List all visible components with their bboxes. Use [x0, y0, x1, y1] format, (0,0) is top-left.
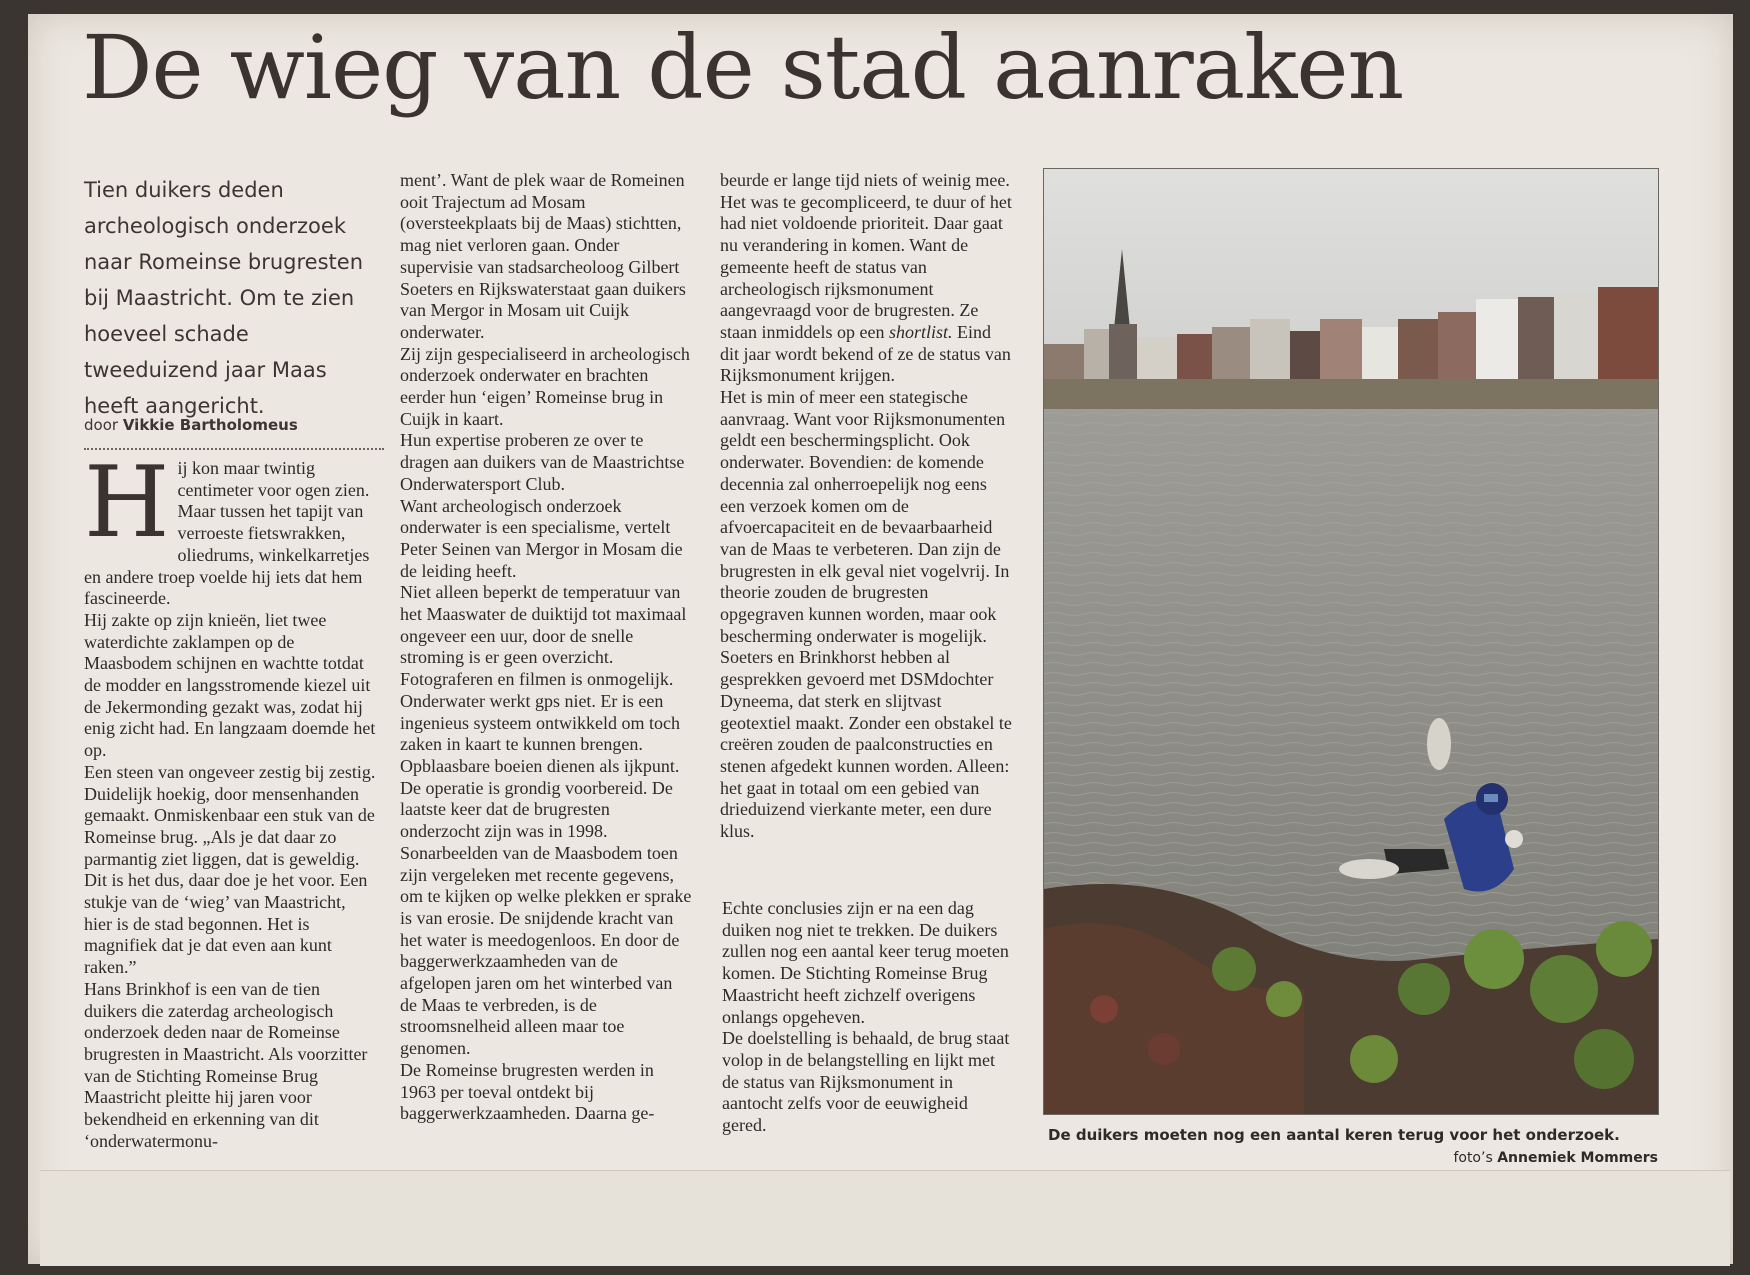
- paragraph: [720, 170, 1012, 387]
- article-column-1: [84, 446, 376, 1153]
- article-photo: [1043, 168, 1659, 1115]
- paragraph: Soeters en Brinkhorst hebben al gesprekken gevoerd met DSMdochter Dyneema, dat sterk en slijtvast geotextiel maakt. Zonder een obstakel te creëren zouden de paalconstructies en stenen afgedekt kunnen worden. Alleen: het gaat in totaal om een gebied van drieduizend vierkante meter, een dure klus.: [720, 647, 1012, 842]
- byline-prefix: door: [84, 416, 119, 434]
- paragraph: De Romeinse brugresten werden in 1963 per toeval ontdekt bij baggerwerkzaamheden. Daarna ge-: [400, 1059, 655, 1124]
- paragraph: Niet alleen beperkt de temperatuur van het Maaswater de duiktijd tot maximaal ongeveer een uur, door de snelle stroming is er geen overzicht.: [400, 582, 687, 668]
- underlying-page-edge: [40, 1170, 1730, 1266]
- paragraph: De doelstelling is behaald, de brug staat volop in de belangstelling en lijkt met de status van Rijksmonument in aantocht zelfs voor de eeuwigheid gered.: [722, 1028, 1010, 1136]
- article-headline: De wieg van de stad aanraken: [82, 16, 1404, 119]
- paragraph: ment’. Want de plek waar de Romeinen ooit Trajectum ad Mosam (oversteekplaats bij de Maas) stichtten, mag niet verloren gaan. Onder supervisie van stadsarcheoloog Gilbert Soeters en Rijkswaterstaat gaan duikers van Mergor in Mosam uit Cuijk onderwater.: [400, 170, 686, 342]
- credit-name: Annemiek Mommers: [1497, 1150, 1658, 1166]
- photo-caption: De duikers moeten nog een aantal keren terug voor het onderzoek.: [1048, 1126, 1620, 1144]
- paragraph: Hans Brinkhof is een van de tien duikers die zaterdag archeologisch onderzoek deden naar de Romeinse brugresten in Maastricht. Als voorzitter van de Stichting Romeinse Brug Maastricht pleitte hij jaren voor bekendheid en erkenning van dit ‘onderwatermonu-: [84, 978, 368, 1151]
- paragraph-text: Eind dit jaar wordt bekend of ze de status van Rijksmonument krijgen.: [720, 321, 1011, 386]
- credit-prefix: foto’s: [1453, 1150, 1493, 1166]
- paragraph: Fotograferen en filmen is onmogelijk. Onderwater werkt gps niet. Er is een ingenieus systeem ontwikkeld om toch zaken in kaart te kunnen brengen. Opblaasbare boeien dienen als ijkpunt.: [400, 669, 680, 776]
- paragraph: [84, 446, 376, 610]
- article-column-3: [720, 170, 1012, 843]
- paragraph: Zij zijn gespecialiseerd in archeologisch onderzoek onderwater en brachten eerder hun ‘eigen’ Romeinse brug in Cuijk in kaart.: [400, 343, 690, 429]
- drop-cap: H: [84, 446, 170, 560]
- byline-author: Vikkie Bartholomeus: [122, 416, 298, 434]
- paragraph: Hun expertise proberen ze over te dragen aan duikers van de Maastrichtse Onderwatersport Club.: [400, 430, 685, 494]
- paragraph: De operatie is grondig voorbereid. De laatste keer dat de brugresten onderzocht zijn was in 1998. Sonarbeelden van de Maasbodem toen zijn vergeleken met recente gegevens, om te kijken op welke plekken er sprake is van erosie. De snijdende kracht van het water is meedogenloos. En door de baggerwerkzaamheden van de afgelopen jaren om het winterbed van de Maas te verbreden, is de stroomsnelheid alleen maar toe genomen.: [400, 777, 692, 1059]
- paragraph: Het is min of meer een stategische aanvraag. Want voor Rijksmonumenten geldt een beschermingsplicht. Ook onderwater. Bovendien: de komende decennia zal onherroepelijk nog eens een verzoek komen om de afvoercapaciteit en de bevaarbaarheid van de Maas te verbeteren. Dan zijn de brugresten in elk geval niet vogelvrij. In theorie zouden de brugresten opgegraven kunnen worden, maar ook bescherming onderwater is mogelijk.: [720, 387, 1010, 646]
- paragraph: Echte conclusies zijn er na een dag duiken nog niet te trekken. De duikers zullen nog een aantal keer terug moeten komen. De Stichting Romeinse Brug Maastricht heeft zichzelf overigens onlangs opgeheven.: [722, 898, 1009, 1027]
- paragraph: Want archeologisch onderzoek onderwater is een specialisme, vertelt Peter Seinen van Mergor in Mosam die de leiding heeft.: [400, 495, 683, 581]
- paragraph-text: beurde er lange tijd niets of weinig mee. Het was te gecompliceerd, te duur of het had niet voldoende prioriteit. Daar gaat nu verandering in komen. Want de gemeente heeft de status van archeologisch rijksmonument aangevraagd voor de brugresten. Ze staan inmiddels op een: [720, 170, 1012, 342]
- article-intro: Tien duikers deden archeologisch onderzoek naar Romeinse brugresten bij Maastricht. Om te zien hoeveel schade tweeduizend jaar Maas heeft aangericht.: [84, 178, 364, 418]
- byline: [84, 416, 298, 434]
- paragraph: Hij zakte op zijn knieën, liet twee waterdichte zaklampen op de Maasbodem schijnen en wachtte totdat de modder en langsstromende kiezel uit de Jekermonding gezakt was, zodat hij enig zicht had. En langzaam doemde het op.: [84, 609, 376, 761]
- paragraph-text: ij kon maar twintig centimeter voor ogen zien. Maar tussen het tapijt van verroeste fietswrakken, oliedrums, winkelkarretjes en andere troep voelde hij iets dat hem fascineerde.: [84, 458, 370, 609]
- article-column-4: [722, 898, 1014, 1137]
- emphasis-text: shortlist.: [888, 321, 953, 342]
- paragraph: Een steen van ongeveer zestig bij zestig. Duidelijk hoekig, door mensenhanden gemaakt. Onmiskenbaar een stuk van de Romeinse brug. „Als je dat daar zo parmantig ziet liggen, dat is geweldig. Dit is het dus, daar doe je het voor. Een stukje van de ‘wieg’ van Maastricht, hier is de stad begonnen. Het is magnifiek dat je dat even aan kunt raken.”: [84, 761, 376, 978]
- article-column-2: [400, 170, 692, 1125]
- river-diver-photo: [1044, 169, 1658, 1114]
- photo-credit: [1358, 1150, 1658, 1166]
- quay-wall: [1044, 379, 1658, 409]
